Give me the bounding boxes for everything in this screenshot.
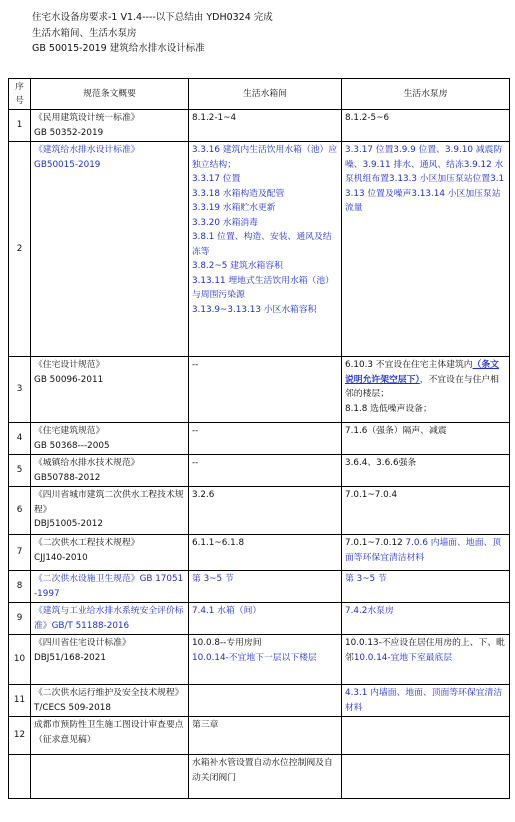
- cell-spec: [31, 142, 189, 357]
- table-row: [9, 571, 510, 603]
- cell-tank: [189, 423, 342, 455]
- cell-text: 3.3.18 水箱构造及配管: [192, 188, 285, 199]
- cell-spec: [31, 110, 189, 142]
- row-number: [9, 755, 31, 799]
- table-row: [9, 755, 510, 799]
- cell-text: 8.1.2-5~6: [345, 113, 390, 123]
- cell-spec: [31, 635, 189, 685]
- row-number: 10: [9, 635, 31, 685]
- cell-tank: [189, 142, 342, 357]
- document-header: [32, 10, 273, 57]
- cell-text: GB 50352-2019: [34, 127, 104, 138]
- table-row: [9, 685, 510, 717]
- cell-pump: [342, 571, 510, 603]
- table-row: [9, 535, 510, 571]
- cell-text: 3.13.13 位置及噪声: [345, 174, 505, 199]
- cell-tank: [189, 755, 342, 799]
- cell-text: 《建筑给水排水设计标准》: [34, 145, 140, 155]
- cell-spec: [31, 487, 189, 535]
- cell-pump: [342, 535, 510, 571]
- col-header-pump: 生活水泵房: [342, 79, 510, 110]
- cell-text: 10.0.14-不宜地下一层以下楼层: [192, 652, 317, 663]
- table-row: [9, 635, 510, 685]
- cell-text: 4.3.1 内墙面、地面、顶面等环保宜清洁材料: [345, 688, 503, 713]
- doc-title: 住宅水设备房要求-1 V1.4----以下总结由 YDH0324 完成: [32, 12, 273, 23]
- table-row: [9, 603, 510, 635]
- cell-text: 7.1.6（强条）隔声、减震: [345, 426, 447, 436]
- cell-text: 6.10.3 不宜设在住宅主体建筑内: [345, 360, 473, 370]
- doc-subtitle: 生活水箱间、生活水泵房: [32, 27, 137, 39]
- cell-text: GB 50096-2011: [34, 374, 104, 385]
- cell-text: --: [192, 458, 199, 468]
- table-row: [9, 142, 510, 357]
- cell-text: DBJ51005-2012: [34, 519, 103, 529]
- row-number: 3: [9, 357, 31, 423]
- cell-text: 7.4.2水泵房: [345, 606, 394, 616]
- cell-text: 3.3.20 水箱消毒: [192, 217, 258, 228]
- cell-text: GB50788-2012: [34, 472, 101, 483]
- cell-text: 《二次供水工程技术规程》: [34, 538, 140, 548]
- row-number: 6: [9, 487, 31, 535]
- cell-text: 7.4.1 水箱（间）: [192, 606, 262, 616]
- cell-text: DBJ51/168-2021: [34, 652, 106, 663]
- cell-text: 3.3.19 水箱贮水更新: [192, 203, 276, 213]
- cell-text: 8.1.2-1~4: [192, 113, 237, 123]
- cell-tank: [189, 603, 342, 635]
- cell-tank: [189, 685, 342, 717]
- cell-text: 3.3.17 位置: [192, 174, 241, 184]
- cell-text: 3.3.17 位置: [345, 145, 394, 155]
- cell-text: 3.9.10 减震防噪、: [345, 145, 503, 170]
- cell-text: 3.13.11 埋地式生活饮用水箱（池）与周围污染源: [192, 275, 334, 300]
- spec-table: [8, 78, 510, 799]
- cell-text: 7.0.1~7.0.4: [345, 490, 398, 500]
- cell-text: 7.0.1~7.0.12: [345, 538, 406, 548]
- cell-text: 《民用建筑设计统一标准》: [34, 113, 140, 123]
- cell-text: 10.0.13-不应设在居住用房的上、下、毗邻: [345, 638, 505, 663]
- cell-pump: [342, 685, 510, 717]
- cell-text: 3.13.14 小区加压泵站流量: [345, 188, 501, 213]
- col-header-no: 序号: [9, 79, 31, 110]
- row-number: 5: [9, 455, 31, 487]
- cell-pump: [342, 423, 510, 455]
- cell-tank: [189, 455, 342, 487]
- cell-text: 第 3~5 节: [192, 574, 234, 584]
- cell-text: 第 3~5 节: [345, 574, 387, 584]
- cell-text: 《二次供水设施卫生规范》GB 17051-1997: [34, 574, 184, 599]
- cell-text: 《住宅设计规范》: [34, 360, 105, 370]
- cell-spec: [31, 571, 189, 603]
- cell-text: 《四川省城市建筑二次供水工程技术规程》: [34, 490, 184, 515]
- cell-pump: [342, 755, 510, 799]
- cell-text: CJJ140-2010: [34, 552, 88, 563]
- col-header-tank: 生活水箱间: [189, 79, 342, 110]
- cell-text: 成都市预防性卫生施工图设计审查要点（征求意见稿）: [34, 720, 184, 745]
- table-row: [9, 357, 510, 423]
- table-row: [9, 110, 510, 142]
- cell-text: 水箱补水管设置自动水位控制阀及自动关闭阀门: [192, 758, 333, 783]
- cell-text: （条文说明允许架空层下）: [345, 360, 499, 385]
- cell-pump: [342, 455, 510, 487]
- cell-spec: [31, 755, 189, 799]
- cell-text: GB50015-2019: [34, 159, 101, 170]
- col-header-spec: 规范条文概要: [31, 79, 189, 110]
- table-row: [9, 423, 510, 455]
- cell-text: 《二次供水运行维护及安全技术规程》T/CECS 509-2018: [34, 688, 184, 713]
- cell-text: 3.9.11 排水、通风、结冻: [362, 159, 464, 170]
- row-number: 8: [9, 571, 31, 603]
- cell-text: 《住宅建筑规范》: [34, 426, 105, 436]
- table-row: [9, 487, 510, 535]
- cell-tank: [189, 357, 342, 423]
- cell-text: 《四川省住宅设计标准》: [34, 638, 131, 648]
- cell-tank: [189, 487, 342, 535]
- cell-spec: [31, 423, 189, 455]
- row-number: 9: [9, 603, 31, 635]
- cell-spec: [31, 603, 189, 635]
- cell-tank: [189, 635, 342, 685]
- cell-text: 3.3.16 建筑内生活饮用水箱（池）应独立结构；: [192, 145, 338, 170]
- cell-spec: [31, 455, 189, 487]
- cell-text: 7.0.6 内墙面、地面、顶面等环保宜清洁材料: [345, 538, 502, 563]
- cell-text: --: [192, 360, 199, 370]
- cell-pump: [342, 635, 510, 685]
- cell-spec: [31, 685, 189, 717]
- cell-text: 6.1.1~6.1.8: [192, 538, 245, 548]
- cell-text: GB 50368---2005: [34, 440, 110, 451]
- row-number: 11: [9, 685, 31, 717]
- cell-text: 8.1.8 选低噪声设备；: [345, 403, 432, 414]
- cell-pump: [342, 487, 510, 535]
- cell-text: 10.0.14-宜地下室最底层: [353, 652, 453, 663]
- cell-tank: [189, 571, 342, 603]
- cell-pump: [342, 717, 510, 755]
- cell-pump: [342, 603, 510, 635]
- doc-standard: GB 50015-2019 建筑给水排水设计标准: [32, 43, 205, 54]
- table-row: [9, 717, 510, 755]
- cell-text: --: [192, 426, 199, 436]
- cell-spec: [31, 357, 189, 423]
- cell-text: 3.8.2~5 建筑水箱容积: [192, 261, 283, 271]
- cell-text: 3.2.6: [192, 490, 215, 500]
- cell-text: 3.8.1 位置、构造、安装、通风及结冻等: [192, 232, 332, 257]
- cell-text: 3.9.12 水泵机组布置: [345, 159, 504, 184]
- cell-pump: [342, 110, 510, 142]
- cell-spec: [31, 535, 189, 571]
- cell-text: 《城镇给水排水技术规范》: [34, 458, 140, 468]
- cell-text: 第三章: [192, 720, 219, 730]
- cell-pump: [342, 357, 510, 423]
- table-row: [9, 455, 510, 487]
- row-number: 4: [9, 423, 31, 455]
- cell-text: 3.13.9~3.13.13 小区水箱容积: [192, 304, 317, 315]
- row-number: 2: [9, 142, 31, 357]
- row-number: 1: [9, 110, 31, 142]
- cell-text: 《建筑与工业给水排水系统安全评价标准》GB/T 51188-2016: [34, 606, 184, 631]
- cell-pump: [342, 142, 510, 357]
- cell-tank: [189, 717, 342, 755]
- cell-tank: [189, 110, 342, 142]
- table-header-row: [9, 79, 510, 110]
- row-number: 12: [9, 717, 31, 755]
- cell-text: ，不宜设在与住户相邻的楼层；: [345, 374, 499, 399]
- cell-text: 3.13.3 小区加压泵站位置: [389, 174, 491, 184]
- cell-tank: [189, 535, 342, 571]
- table-body: [9, 110, 510, 799]
- row-number: 7: [9, 535, 31, 571]
- cell-text: 10.0.8--专用房间: [192, 638, 262, 648]
- cell-text: 3.9.9 位置、: [393, 145, 445, 155]
- cell-text: 3.6.4、3.6.6强条: [345, 458, 417, 468]
- cell-spec: [31, 717, 189, 755]
